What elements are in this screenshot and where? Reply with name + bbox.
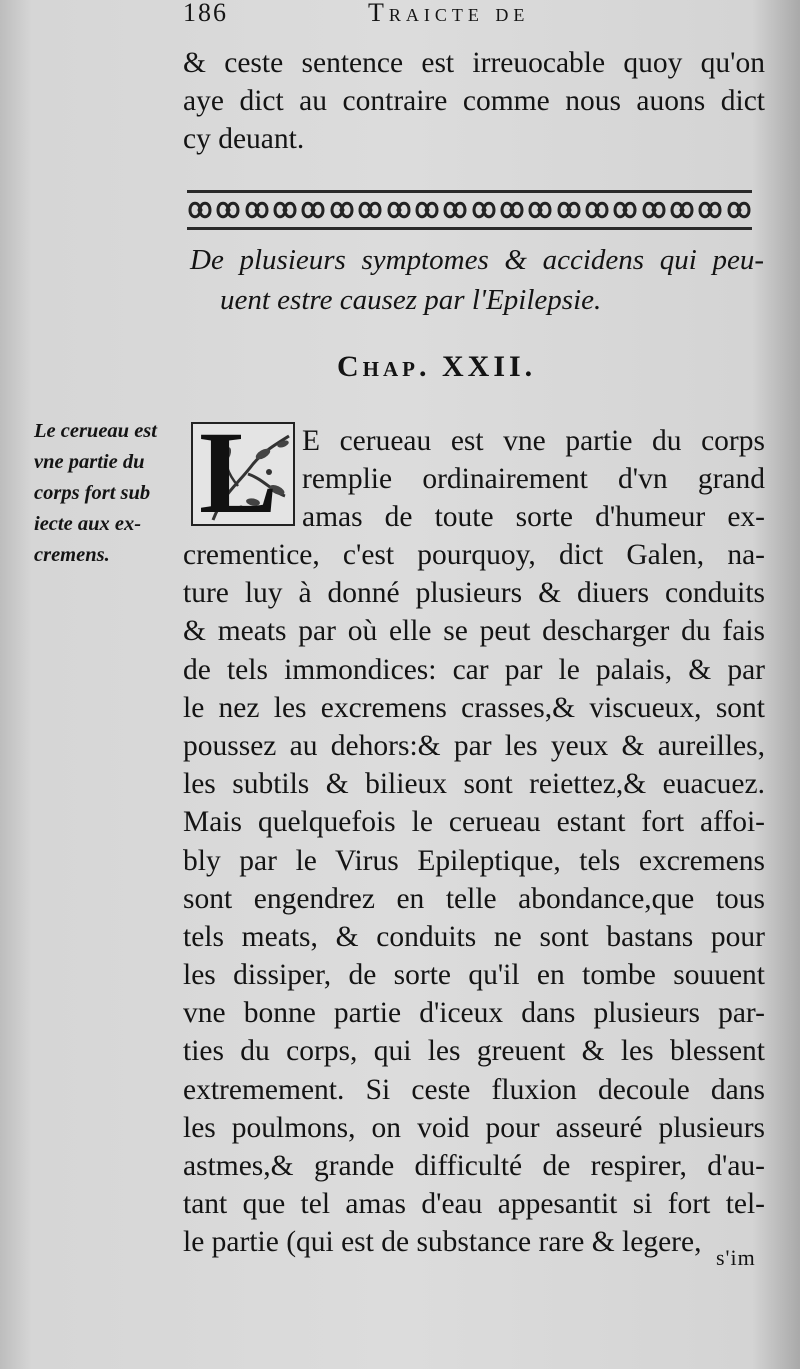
- opening-lines: [302, 422, 765, 537]
- margin-note-line: Le cerueau est: [34, 420, 157, 442]
- ornament-flourish-icon: [187, 196, 213, 224]
- margin-note-line: cremens.: [34, 544, 110, 566]
- text-line: Mais quelquefois le cerueau estant fort affoi-: [183, 806, 765, 839]
- text-line: E cerueau est vne partie du corps: [302, 425, 765, 457]
- page-header: [183, 0, 763, 32]
- text-line: ties du corps, qui les greuent & les blessent: [183, 1035, 765, 1068]
- text-line: remplie ordinairement d'vn grand: [302, 463, 765, 496]
- text-line: poussez au dehors:& par les yeux & aureilles,: [183, 729, 765, 762]
- text-line: tels meats, & conduits ne sont bastans pour: [183, 920, 765, 953]
- ornament-flourish-icon: [244, 196, 270, 224]
- body-paragraph: [183, 536, 765, 1262]
- text-line: astmes,& grande difficulté de respirer, d'au-: [183, 1150, 765, 1182]
- text-line: crementice, c'est pourquoy, dict Galen, na-: [183, 539, 765, 571]
- text-line: aye dict au contraire comme nous auons dict: [183, 85, 765, 118]
- text-line: bly par le Virus Epileptique, tels excremens: [183, 844, 765, 877]
- ornament-flourish-icon: [215, 196, 241, 224]
- text-line: le partie (qui est de substance rare & legere,: [183, 1226, 702, 1259]
- text-line: ture luy à donné plusieurs & diuers conduits: [183, 577, 765, 610]
- continued-paragraph: [183, 44, 765, 159]
- ornament-flourish-icon: [527, 196, 553, 224]
- ornament-flourish-icon: [272, 196, 298, 224]
- heading-line: uent estre causez par l'Epilepsie.: [220, 284, 602, 316]
- ornament-flourish-icon: [669, 196, 695, 224]
- text-line: cy deuant.: [183, 123, 305, 156]
- text-line: tant que tel amas d'eau appesantit si fort tel-: [183, 1188, 765, 1221]
- text-line: vne bonne partie d'iceux dans plusieurs par-: [183, 997, 765, 1030]
- running-title: Traicte de: [368, 0, 530, 27]
- ornament-flourish-icon: [584, 196, 610, 224]
- drop-cap-letter: L: [199, 422, 278, 526]
- ornament-flourish-icon: [556, 196, 582, 224]
- text-line: le nez les excremens crasses,& viscueux, sont: [183, 691, 765, 724]
- catchword: s'im: [716, 1245, 756, 1270]
- ornament-flourish-icon: [499, 196, 525, 224]
- text-line: amas de toute sorte d'humeur ex-: [302, 501, 765, 534]
- text-line: les dissiper, de sorte qu'il en tombe souuent: [183, 959, 765, 992]
- text-line: & ceste sentence est irreuocable quoy qu'on: [183, 47, 765, 79]
- ornament-flourish-icon: [612, 196, 638, 224]
- margin-note-line: corps fort sub: [34, 482, 151, 504]
- ornament-flourish-icon: [442, 196, 468, 224]
- ornament-flourish-icon: [726, 196, 752, 224]
- ornament-flourish-icon: [300, 196, 326, 224]
- text-line: & meats par où elle se peut descharger du fais: [183, 615, 765, 648]
- decorated-initial: [191, 422, 295, 526]
- text-line: les subtils & bilieux sont reiettez,& euacuez.: [183, 768, 765, 801]
- ornament-flourish-icon: [357, 196, 383, 224]
- margin-note-line: vne partie du: [34, 451, 145, 473]
- text-line: les poulmons, on void pour asseuré plusieurs: [183, 1111, 765, 1144]
- margin-note: [34, 416, 182, 571]
- page-number: 186: [183, 0, 228, 27]
- ornament-flourish-icon: [386, 196, 412, 224]
- ornament-flourish-icon: [414, 196, 440, 224]
- ornamental-band: [187, 190, 752, 230]
- ornament-flourish-icon: [697, 196, 723, 224]
- margin-note-line: iecte aux ex-: [34, 513, 142, 535]
- text-line: extremement. Si ceste fluxion decoule dans: [183, 1073, 765, 1106]
- text-line: sont engendrez en telle abondance,que tous: [183, 882, 765, 915]
- heading-line: De plusieurs symptomes & accidens qui peu-: [190, 244, 764, 276]
- text-line: de tels immondices: car par le palais, & par: [183, 653, 765, 686]
- ornament-flourish-icon: [471, 196, 497, 224]
- ornament-flourish-icon: [641, 196, 667, 224]
- chapter-heading: [190, 240, 764, 320]
- chapter-number: Chap. XXII.: [337, 350, 537, 383]
- ornament-flourish-icon: [329, 196, 355, 224]
